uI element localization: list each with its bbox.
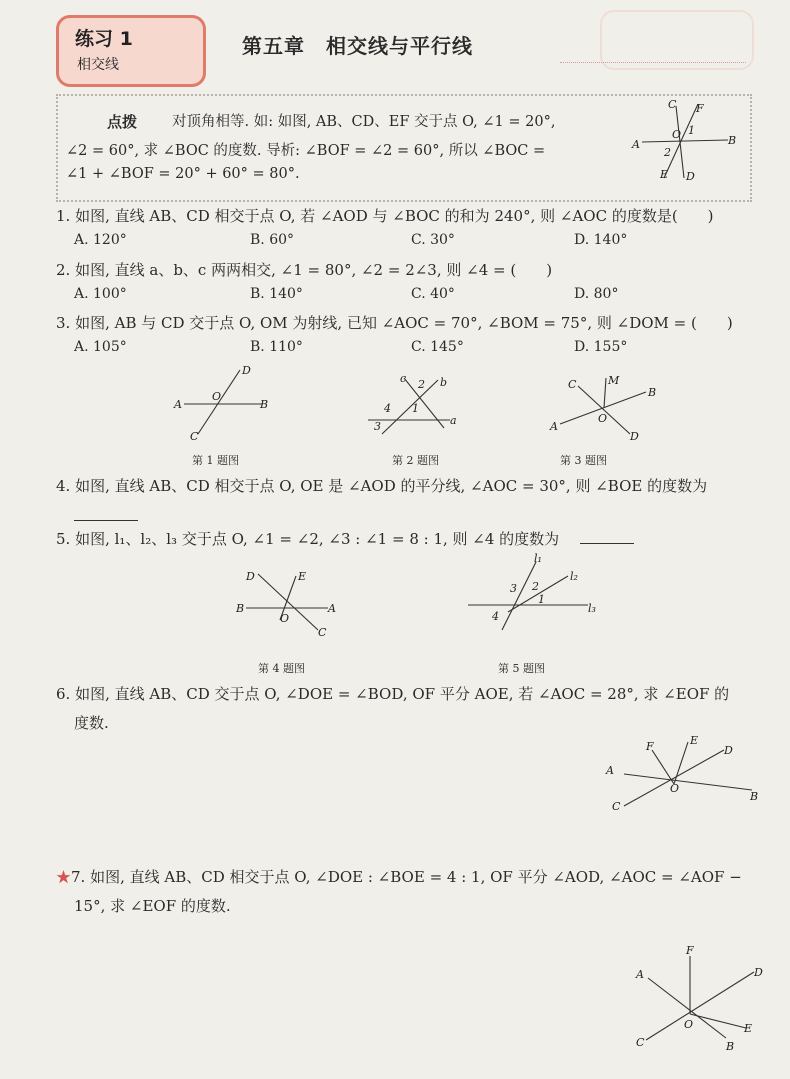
fig5-label-2: 2 [532,580,539,593]
fig5-label-l3: l₃ [588,602,596,615]
q2-option-c: C. 40° [411,286,455,302]
figure-4 [232,564,342,640]
fig5-label-4: 4 [492,610,499,623]
fig2-label-b: b [440,376,448,389]
tip-fig-label-o: O [672,128,682,141]
fig2-label-a: a [450,414,457,427]
tip-label: 点拨 [107,113,138,131]
fig7-label-b: B [726,1040,735,1053]
fig1-label-c: C [190,430,199,443]
figure-6 [602,730,762,816]
question-7-line-1 [56,866,742,887]
fig4-label-a: A [328,602,336,615]
fig3-label-d: D [630,430,639,443]
fig1-label-a: A [174,398,182,411]
fig2-label-c: c [400,372,407,385]
q2-option-a: A. 100° [74,286,127,302]
figure-2 [364,372,474,438]
tip-fig-label-c: C [668,98,677,111]
tip-figure [628,98,738,184]
exercise-badge [56,15,206,87]
q2-option-d: D. 80° [574,286,619,302]
tip-fig-label-e: E [660,168,669,181]
fig6-label-e: E [690,734,699,747]
badge-title: 练习 1 [75,28,133,50]
fig7-label-d: D [754,966,763,979]
fig3-label-c: C [568,378,577,391]
tip-fig-label-1: 1 [688,124,695,137]
fig2-label-3: 3 [374,420,381,433]
fig3-label-a: A [550,420,558,433]
figure-3 [548,372,658,442]
q1-option-a: A. 120° [74,232,127,248]
fig7-label-c: C [636,1036,645,1049]
q5-answer-blank[interactable] [580,529,634,544]
fig4-label-o: O [280,612,290,625]
question-6-line-2: 度数. [74,714,109,732]
q1-option-d: D. 140° [574,232,628,248]
q3-option-b: B. 110° [250,339,303,355]
figure-3-caption: 第 3 题图 [560,454,607,467]
header-dotted-line [560,62,746,63]
tip-fig-label-d: D [686,170,695,183]
tip-fig-label-b: B [728,134,737,147]
fig2-label-2: 2 [418,378,425,391]
figure-5 [464,550,604,640]
fig6-label-b: B [750,790,759,803]
question-6-line-1: 6. 如图, 直线 AB、CD 交于点 O, ∠DOE = ∠BOD, OF 平分 AOE, 若 ∠AOC = 28°, 求 ∠EOF 的 [56,685,730,703]
q4-answer-blank[interactable] [74,506,138,521]
question-3: 3. 如图, AB 与 CD 交于点 O, OM 为射线, 已知 ∠AOC = 70°, ∠BOM = 75°, 则 ∠DOM = ( ) [56,314,733,332]
fig6-label-f: F [646,740,654,753]
question-4: 4. 如图, 直线 AB、CD 相交于点 O, OE 是 ∠AOD 的平分线, ∠AOC = 30°, 则 ∠BOE 的度数为 [56,477,708,495]
fig5-label-l1: l₁ [534,552,542,565]
figure-2-caption: 第 2 题图 [392,454,439,467]
figure-7 [626,942,766,1052]
figure-4-caption: 第 4 题图 [258,662,305,675]
badge-subtitle: 相交线 [77,57,119,73]
fig5-label-1: 1 [538,593,545,606]
fig7-label-o: O [684,1018,694,1031]
figure-1 [170,362,280,442]
star-icon: ★ [56,868,72,886]
fig4-label-e: E [298,570,307,583]
bleed-through-badge [600,10,754,70]
tip-fig-label-2: 2 [664,146,671,159]
q2-option-b: B. 140° [250,286,303,302]
q1-option-b: B. 60° [250,232,295,248]
fig6-label-o: O [670,782,680,795]
fig2-label-4: 4 [384,402,391,415]
fig3-label-b: B [648,386,657,399]
fig6-label-a: A [606,764,614,777]
fig1-label-d: D [242,364,251,377]
question-2: 2. 如图, 直线 a、b、c 两两相交, ∠1 = 80°, ∠2 = 2∠3, 则 ∠4 = ( ) [56,261,553,279]
q3-option-a: A. 105° [74,339,127,355]
fig7-label-a: A [636,968,644,981]
fig4-label-d: D [246,570,255,583]
fig3-label-m: M [608,374,620,387]
figure-5-caption: 第 5 题图 [498,662,545,675]
fig3-label-o: O [598,412,608,425]
figure-1-caption: 第 1 题图 [192,454,239,467]
q1-option-c: C. 30° [411,232,455,248]
fig1-label-o: O [212,390,222,403]
tip-line-3: ∠1 + ∠BOF = 20° + 60° = 80°. [66,166,300,182]
fig7-label-f: F [686,944,694,957]
tip-fig-label-a: A [632,138,640,151]
tip-line-2: ∠2 = 60°, 求 ∠BOC 的度数. 导析: ∠BOF = ∠2 = 60°, 所以 ∠BOC = [66,143,546,159]
question-7-text: 7. 如图, 直线 AB、CD 相交于点 O, ∠DOE : ∠BOE = 4 : 1, OF 平分 ∠AOD, ∠AOC = ∠AOF − [71,868,742,886]
fig4-label-c: C [318,626,327,639]
chapter-title: 第五章 相交线与平行线 [242,34,473,58]
question-1: 1. 如图, 直线 AB、CD 相交于点 O, 若 ∠AOD 与 ∠BOC 的和为 240°, 则 ∠AOC 的度数是( ) [56,207,714,225]
fig7-label-e: E [744,1022,753,1035]
question-7-line-2: 15°, 求 ∠EOF 的度数. [74,897,231,915]
fig6-label-c: C [612,800,621,813]
question-5: 5. 如图, l₁、l₂、l₃ 交于点 O, ∠1 = ∠2, ∠3 : ∠1 = 8 : 1, 则 ∠4 的度数为 [56,530,560,548]
fig1-label-b: B [260,398,269,411]
fig2-label-1: 1 [412,402,419,415]
fig6-label-d: D [724,744,733,757]
fig5-label-l2: l₂ [570,570,578,583]
q3-option-c: C. 145° [411,339,464,355]
tip-fig-label-f: F [696,102,704,115]
q3-option-d: D. 155° [574,339,628,355]
fig5-label-3: 3 [510,582,517,595]
fig4-label-b: B [236,602,245,615]
tip-line-1: 对顶角相等. 如: 如图, AB、CD、EF 交于点 O, ∠1 = 20°, [172,114,556,130]
